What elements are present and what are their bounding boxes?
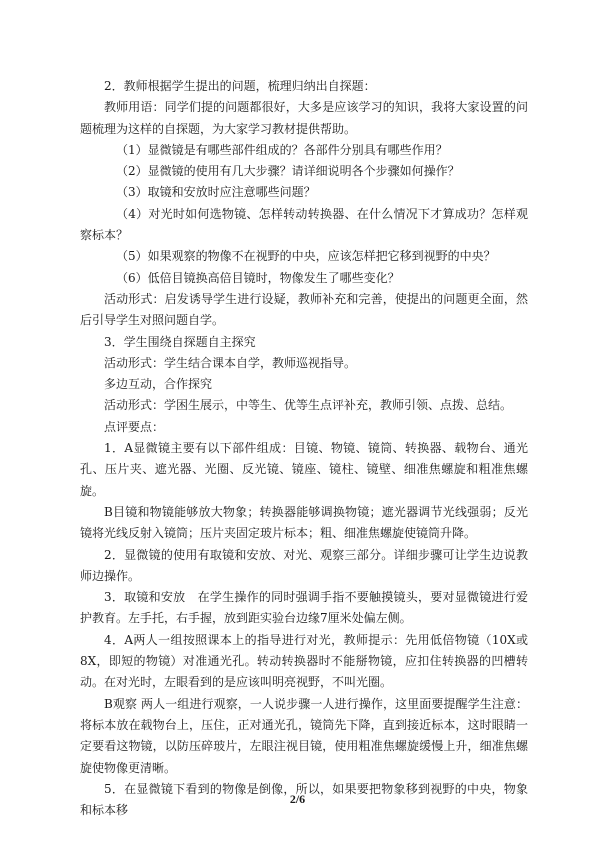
question-3: （3）取镜和安放时应注意哪些问题？ [116,185,316,200]
question-5: （5）如果观察的物像不在视野的中央，应该怎样把它移到视野的中央？ [116,249,496,264]
heading-step-2: 2．教师根据学生提出的问题，梳理归纳出自探题： [104,79,376,93]
review-point-4b: B观察 两人一组进行观察，一人说步骤一人进行操作，这里面要提醒学生注意：将标本放在载物台上，压住，正对通光孔，镜筒先下降，直到接近标本，这时眼睛一定要看这物镜，以防压碎玻片，左眼注视目镜，使用粗准焦螺旋缓慢上升，细准焦螺旋使物像更清晰。 [80,696,528,775]
review-point-3: 3．取镜和安放 在学生操作的同时强调手指不要触摸镜头，要对显微镜进行爱护教育。左手托，右手握，放到距实验台边缘7厘米处偏左侧。 [80,590,528,626]
review-point-1a: 1．A显微镜主要有以下部件组成：目镜、物镜、镜筒、转换器、载物台、通光孔、压片夹、遮光器、光圈、反光镜、镜座、镜柱、镜壁、细准焦螺旋和粗准焦螺旋。 [80,441,528,498]
review-point-2: 2．显微镜的使用有取镜和安放、对光、观察三部分。详细步骤可让学生边说教师边操作。 [80,547,528,583]
page-number: 2/6 [289,792,306,806]
activity-form-2: 活动形式：学生结合课本自学，教师巡视指导。 [104,355,357,370]
review-point-1b: B目镜和物镜能够放大物象；转换器能够调换物镜；遮光器调节光线强弱；反光镜将光线反射入镜筒；压片夹固定玻片标本；粗、细准焦螺旋使镜筒升降。 [80,504,528,541]
teacher-speech: 教师用语：同学们提的问题都很好，大多是应该学习的知识，我将大家设置的问题梳理为这样的自探题，为大家学习教材提供帮助。 [80,100,528,136]
question-6: （6）低倍目镜换高倍目镜时，物像发生了哪些变化？ [116,270,400,285]
question-2: （2）显微镜的使用有几大步骤？请详细说明各个步骤如何操作？ [116,164,460,179]
heading-step-3: 3．学生围绕自探题自主探究 [104,334,256,349]
activity-form-3: 活动形式：学困生展示，中等生、优等生点评补充，教师引领、点拨、总结。 [104,398,513,413]
heading-interaction: 多边互动，合作探究 [104,377,213,392]
review-points-heading: 点评要点： [104,419,165,434]
activity-form-1: 活动形式：启发诱导学生进行设疑，教师补充和完善，使提出的问题更全面，然后引导学生对照问题自学。 [80,291,528,328]
review-point-5: 5．在显微镜下看到的物像是倒像，所以，如果要把物象移到视野的中央，物象和标本移 [80,781,528,818]
review-point-4a: 4．A两人一组按照课本上的指导进行对光，教师提示：先用低倍物镜（10X或8X，即短的物镜）对准通光孔。转动转换器时不能掰物镜，应扣住转换器的凹槽转动。在对光时，左眼看到的是应该叫明亮视野，不叫光圈。 [80,632,528,690]
document-body [80,76,528,821]
question-4: （4）对光时如何选物镜、怎样转动转换器、在什么情况下才算成功？怎样观察标本？ [80,206,528,243]
question-1: （1）显微镜是有哪些部件组成的？各部件分别具有哪些作用？ [116,142,448,157]
